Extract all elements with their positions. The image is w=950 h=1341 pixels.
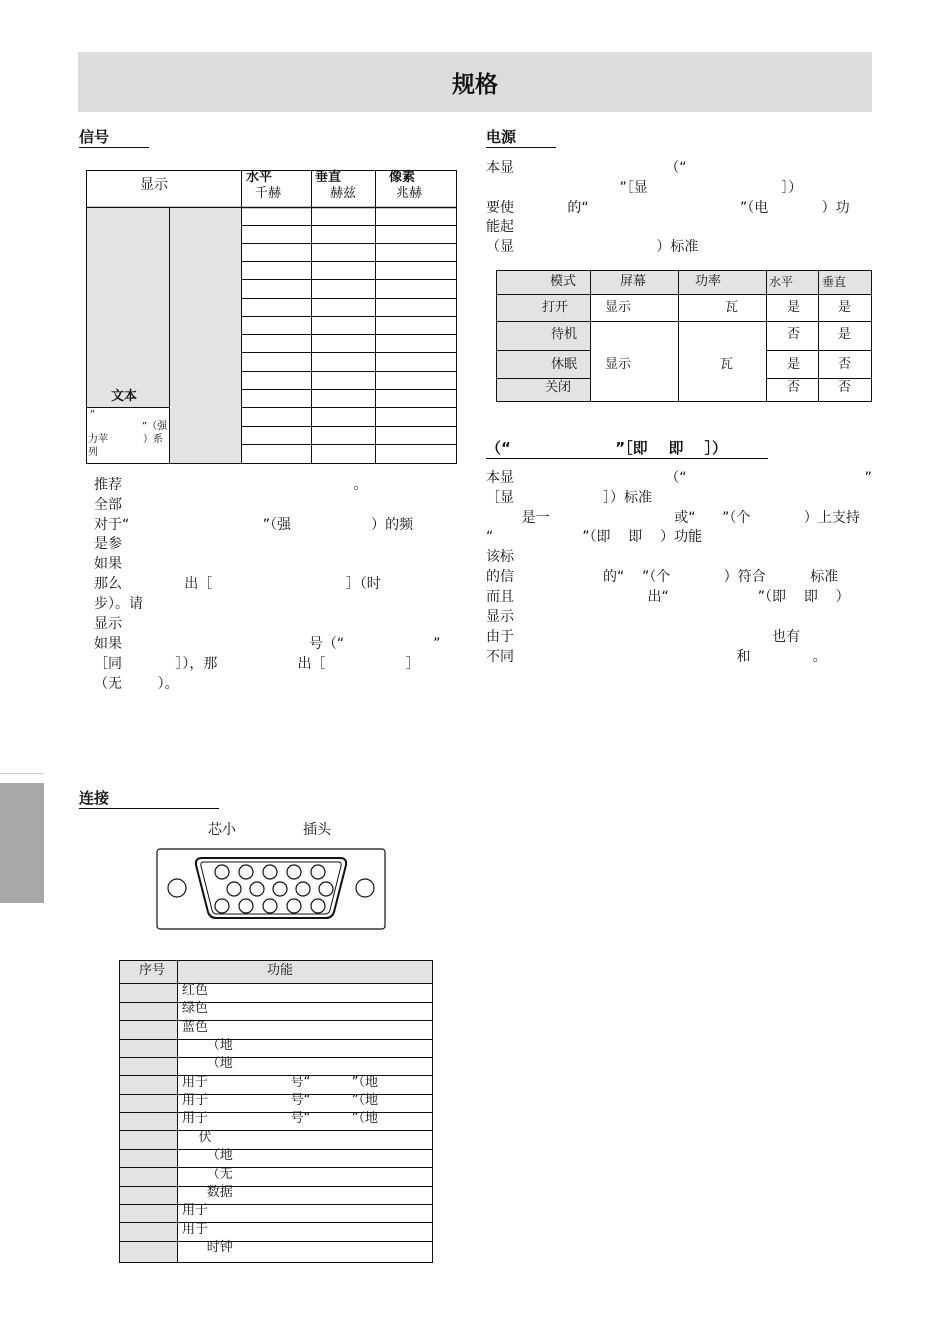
- title-banner: [78, 52, 872, 112]
- pin-function: 时钟: [182, 1240, 233, 1255]
- off-h: 否: [787, 380, 801, 395]
- dsub-connector-diagram: [156, 848, 386, 930]
- ddc-line: 该标: [486, 549, 514, 565]
- signal-note: 如果 号（“ ”: [94, 636, 441, 652]
- ddc-line: 是一 或“ ”（个 ）上支持: [486, 510, 860, 526]
- ddc-line: 而且 出“ ”（即 即 ）: [486, 589, 850, 605]
- connector-label-right: 插头: [303, 822, 331, 838]
- signal-note: 全部: [94, 497, 122, 513]
- power-intro-line: ”［显 ］）: [486, 180, 803, 196]
- on-v: 是: [838, 300, 852, 315]
- signal-note: （无 ）。: [94, 676, 179, 692]
- pin-function: （地: [182, 1148, 233, 1163]
- signal-note: ［同 ］），那 出［ ］: [94, 656, 420, 672]
- signal-table: [86, 170, 457, 464]
- signal-note: 对于“ ”（强 ）的频: [94, 517, 414, 533]
- mode-on: 打开: [542, 300, 569, 315]
- mode-sleep: 休眠: [551, 357, 578, 372]
- pin-function: 红色: [182, 983, 209, 998]
- ddc-line: 显示: [486, 609, 514, 625]
- col-horizontal-unit: 千赫: [255, 186, 282, 201]
- pin-function: 用于 号“ ”（地: [182, 1093, 378, 1108]
- col-display-header: 显示: [140, 177, 168, 193]
- col-pixel-header: 像素: [389, 170, 416, 185]
- pin-function: 数据: [182, 1185, 233, 1200]
- signal-note: 如果: [94, 556, 122, 572]
- connector-label-left: 芯小: [208, 822, 236, 838]
- power-table: [496, 270, 872, 402]
- col-h-header: 水平: [769, 275, 794, 289]
- col-mode-header: 模式: [550, 274, 577, 289]
- pin-function: 用于 号“ ”（地: [182, 1075, 378, 1090]
- pin-function: 用于 号“ ”（地: [182, 1111, 378, 1126]
- ddc-line: 由于 也有: [486, 629, 801, 645]
- ddc-line: “ ”（即 即 ）功能: [486, 529, 703, 545]
- on-h: 是: [787, 300, 801, 315]
- standby-v: 是: [838, 327, 852, 342]
- on-screen: 显示: [605, 300, 632, 315]
- col-vertical-header: 垂直: [315, 170, 342, 185]
- ddc-line: ［显 ］）标准: [486, 490, 653, 506]
- signal-note: 推荐 。: [94, 477, 368, 493]
- signal-heading: 信号: [79, 127, 149, 148]
- signal-note: 显示: [94, 616, 122, 632]
- col-horizontal-header: 水平: [246, 170, 273, 185]
- ddc-line: 的信 的“ ”（个 ）符合 标准: [486, 569, 839, 585]
- side-tab: [0, 783, 44, 903]
- pin-function: 用于: [182, 1222, 209, 1237]
- col-v-header: 垂直: [822, 275, 847, 289]
- power-intro-line: （显 ）标准: [486, 239, 699, 255]
- ddc-line: 本显 （“ ”: [486, 470, 872, 486]
- pin-function: （地: [182, 1056, 233, 1071]
- on-power: 瓦: [725, 300, 739, 315]
- sleep-screen: 显示: [605, 357, 632, 372]
- sleep-power: 瓦: [720, 357, 734, 372]
- text-mode-label: 文本: [111, 389, 138, 404]
- power-intro-line: 本显 （“: [486, 160, 687, 176]
- sleep-v: 否: [838, 357, 852, 372]
- signal-note: 步）。请: [94, 596, 143, 612]
- pin-function: （无: [182, 1167, 233, 1182]
- pin-function: 蓝色: [182, 1020, 209, 1035]
- mode-standby: 待机: [551, 327, 578, 342]
- row-quote: “: [90, 409, 96, 420]
- row-column: 列: [88, 447, 98, 458]
- pin-function: 伏: [182, 1130, 212, 1145]
- col-pixel-unit: 兆赫: [396, 186, 423, 201]
- ddc-line: 不同 和 。: [486, 649, 827, 665]
- side-tab-divider: [0, 773, 44, 774]
- signal-note: 那么 出［ ］（时: [94, 576, 381, 592]
- mode-off: 关闭: [545, 380, 572, 395]
- power-intro-line: 要使 的“ ”（电 ）功: [486, 200, 850, 216]
- pin-function-header: 功能: [267, 963, 294, 978]
- col-screen-header: 屏幕: [620, 274, 647, 289]
- row-strong: ”（强: [142, 421, 168, 432]
- power-intro-line: 能起: [486, 219, 514, 235]
- row-force: 力苹: [88, 434, 108, 445]
- standby-h: 否: [787, 327, 801, 342]
- pin-table: [119, 960, 433, 1263]
- col-power-header: 功率: [695, 274, 722, 289]
- signal-note: 是参: [94, 536, 122, 552]
- sleep-h: 是: [787, 357, 801, 372]
- pin-function: 用于: [182, 1203, 209, 1218]
- col-vertical-unit: 赫兹: [330, 186, 357, 201]
- row-series: ）系: [143, 434, 163, 445]
- ddc-heading: （“ ”［即 即 ］）: [486, 438, 768, 459]
- page-title: 规格: [452, 72, 498, 98]
- connection-heading: 连接: [79, 788, 219, 809]
- pin-function: （地: [182, 1038, 233, 1053]
- off-v: 否: [838, 380, 852, 395]
- pin-no-header: 序号: [139, 963, 166, 978]
- pin-function: 绿色: [182, 1001, 209, 1016]
- power-heading: 电源: [486, 127, 556, 148]
